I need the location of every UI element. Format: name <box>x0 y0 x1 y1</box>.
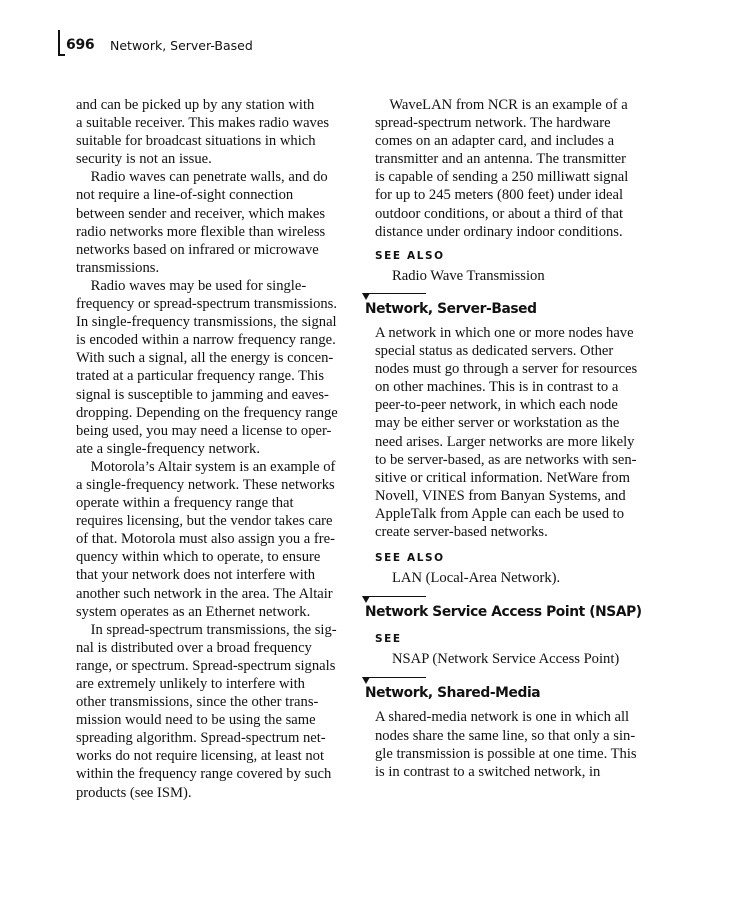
header-rule-horizontal <box>58 54 65 56</box>
body-line: need arises. Larger networks are more likely <box>375 433 635 450</box>
body-line: nodes share the same line, so that only a sin- <box>375 727 636 744</box>
body-line: system operates as an Ethernet network. <box>76 603 311 620</box>
entry-body <box>375 708 647 780</box>
body-line: radio networks more flexible than wireless <box>76 223 326 240</box>
body-line: Novell, VINES from Banyan Systems, and <box>375 487 626 504</box>
body-line: sitive or critical information. NetWare from <box>375 469 630 486</box>
triangle-marker-icon <box>362 677 370 684</box>
body-line: dropping. Depending on the frequency range <box>76 404 338 421</box>
body-line: In single-frequency transmissions, the signal <box>76 314 337 331</box>
body-line: are extremely unlikely to interfere with <box>76 676 305 692</box>
intro-paragraph <box>375 96 647 241</box>
body-line: works do not require licensing, at least not <box>76 748 325 765</box>
body-line: not require a line-of-sight connection <box>76 187 294 204</box>
body-line: may be either server or workstation as the <box>375 415 620 432</box>
body-line: ate a single-frequency network. <box>76 440 260 457</box>
body-line: spread-spectrum network. The hardware <box>375 115 611 132</box>
body-line: WaveLAN from NCR is an example of a <box>375 97 628 113</box>
entry-title: Network, Server-Based <box>365 300 537 317</box>
running-head: Network, Server-Based <box>110 38 253 53</box>
cross-reference: NSAP (Network Service Access Point) <box>392 651 620 668</box>
header-rule-vertical <box>58 30 60 56</box>
body-line: transmitter and an antenna. The transmitter <box>375 151 626 168</box>
cross-reference: LAN (Local-Area Network). <box>392 570 561 587</box>
body-line: transmissions. <box>76 259 160 276</box>
body-line: is in contrast to a switched network, in <box>375 763 601 780</box>
body-line: mission would need to be using the same <box>76 712 316 729</box>
body-line: frequency or spread-spectrum transmissions. <box>76 296 337 313</box>
body-line: networks based on infrared or microwave <box>76 241 319 258</box>
body-line: to be server-based, as are networks with sen- <box>375 451 637 468</box>
body-line: A shared-media network is one in which all <box>375 709 630 726</box>
entry-network-server-based <box>365 293 647 318</box>
body-line: signal is susceptible to jamming and eaves- <box>76 386 329 403</box>
body-line: on other machines. This is in contrast to a <box>375 379 619 396</box>
body-line: quency within which to operate, to ensure <box>76 549 321 566</box>
body-line: Motorola’s Altair system is an example of <box>76 458 336 475</box>
entry-title: Network, Shared-Media <box>365 685 541 702</box>
body-line: distance under ordinary indoor conditions. <box>375 223 623 240</box>
body-line: create server-based networks. <box>375 523 548 540</box>
triangle-marker-icon <box>362 293 370 300</box>
body-line: nal is distributed over a broad frequency <box>76 639 312 656</box>
body-line: range, or spectrum. Spread-spectrum signals <box>76 657 336 674</box>
body-line: spreading algorithm. Spread-spectrum net- <box>76 730 326 747</box>
cross-reference: Radio Wave Transmission <box>392 267 545 284</box>
body-line: requires licensing, but the vendor takes care <box>76 513 333 530</box>
entry-title: Network Service Access Point (NSAP) <box>365 604 642 621</box>
body-line: operate within a frequency range that <box>76 495 294 512</box>
body-line: With such a signal, all the energy is concen- <box>76 350 334 367</box>
body-line: AppleTalk from Apple can each be used to <box>375 505 625 522</box>
page-header <box>58 30 298 56</box>
body-line: In spread-spectrum transmissions, the sig- <box>76 621 337 638</box>
body-line: security is not an issue. <box>76 151 212 168</box>
body-line: A network in which one or more nodes have <box>375 324 634 341</box>
body-line: other transmissions, since the other trans- <box>76 694 319 711</box>
entry-network-service-access-point <box>365 596 647 621</box>
see-also-label: SEE ALSO <box>375 249 445 262</box>
body-line: being used, you may need a license to oper- <box>76 422 332 439</box>
body-line: nodes must go through a server for resources <box>375 361 638 378</box>
body-line: between sender and receiver, which makes <box>76 205 326 222</box>
page-number: 696 <box>66 37 95 53</box>
body-line: trated at a particular frequency range. This <box>76 368 325 385</box>
body-line: products (see ISM). <box>76 784 192 801</box>
body-line: gle transmission is possible at one time. This <box>375 745 637 762</box>
body-line: a single-frequency network. These networks <box>76 476 335 493</box>
body-line: outdoor conditions, or about a third of that <box>375 205 624 222</box>
entry-rule <box>365 677 426 678</box>
entry-network-shared-media <box>365 677 647 702</box>
body-line: is capable of sending a 250 milliwatt signal <box>375 169 629 186</box>
body-line: of that. Motorola must also assign you a fre- <box>76 531 335 548</box>
entry-body <box>375 324 647 541</box>
body-line: a suitable receiver. This makes radio waves <box>76 115 330 132</box>
body-line: is encoded within a narrow frequency range. <box>76 332 336 349</box>
body-line: that your network does not interfere with <box>76 567 316 584</box>
body-line: for up to 245 meters (800 feet) under ideal <box>375 187 624 204</box>
body-line: within the frequency range covered by such <box>76 766 332 783</box>
triangle-marker-icon <box>362 596 370 603</box>
body-line: special status as dedicated servers. Other <box>375 343 614 360</box>
right-column <box>365 96 647 781</box>
see-label: SEE <box>375 633 402 646</box>
body-line: comes on an adapter card, and includes a <box>375 133 615 150</box>
entry-rule <box>365 596 426 597</box>
see-also-label: SEE ALSO <box>375 552 445 565</box>
body-line: and can be picked up by any station with <box>76 97 315 113</box>
body-line: peer-to-peer network, in which each node <box>375 397 618 414</box>
body-line: suitable for broadcast situations in which <box>76 133 316 150</box>
entry-rule <box>365 293 426 294</box>
body-line: another such network in the area. The Altair <box>76 585 333 602</box>
left-column <box>76 96 348 802</box>
body-line: Radio waves may be used for single- <box>76 277 307 294</box>
body-line: Radio waves can penetrate walls, and do <box>76 169 328 186</box>
